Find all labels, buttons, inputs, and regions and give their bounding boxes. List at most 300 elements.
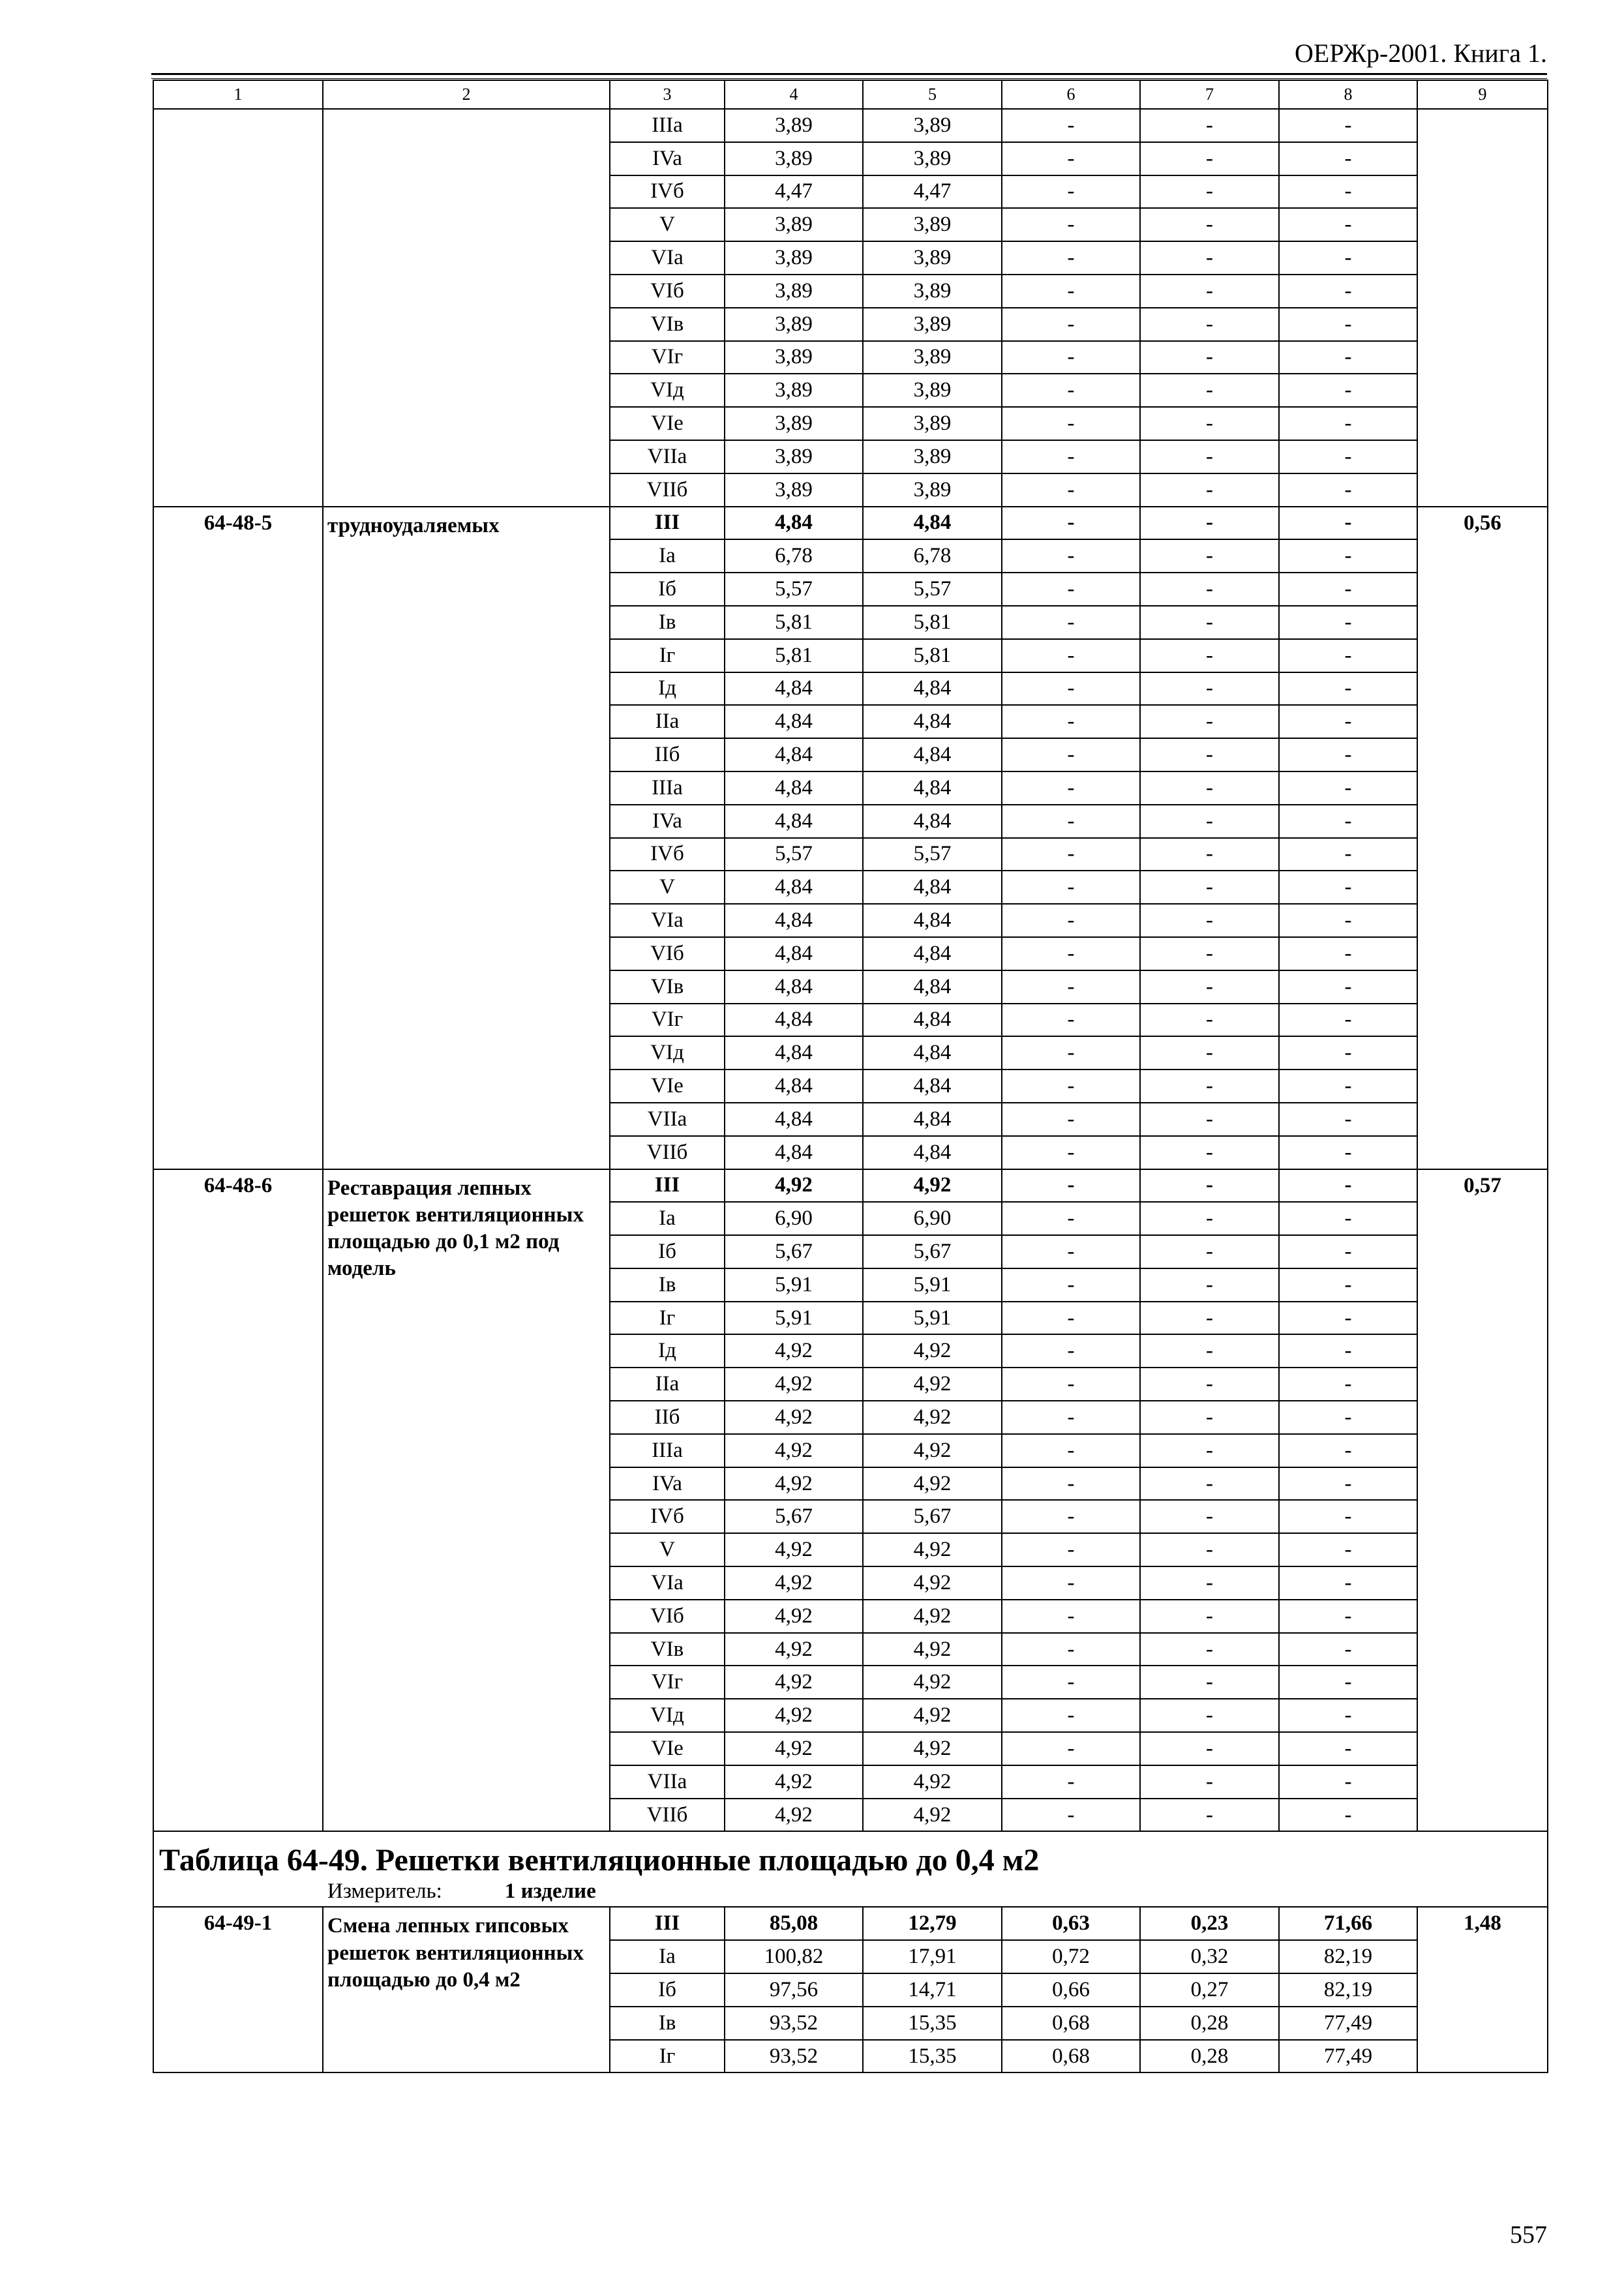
value-cell: -	[1002, 1666, 1140, 1699]
zone-cell: VIг	[610, 1004, 725, 1037]
value-cell: 4,84	[863, 507, 1002, 540]
value-cell: 3,89	[863, 407, 1002, 440]
value-cell: 4,92	[863, 1467, 1002, 1501]
value-cell: 6,90	[725, 1202, 863, 1235]
value-cell: -	[1140, 672, 1279, 706]
value-cell: 4,92	[863, 1699, 1002, 1732]
value-cell: 0,32	[1140, 1940, 1279, 1973]
value-cell: -	[1279, 175, 1417, 209]
value-cell: 4,84	[725, 805, 863, 838]
value-cell: 4,84	[725, 937, 863, 970]
value-cell: -	[1279, 1368, 1417, 1401]
value-cell: -	[1140, 507, 1279, 540]
zone-cell: Iг	[610, 639, 725, 672]
value-cell: -	[1002, 142, 1140, 175]
value-cell: -	[1140, 407, 1279, 440]
value-cell: 4,84	[725, 871, 863, 904]
value-cell: 0,28	[1140, 2007, 1279, 2040]
value-cell: -	[1279, 871, 1417, 904]
zone-cell: VIa	[610, 904, 725, 937]
value-cell: -	[1140, 1235, 1279, 1268]
value-cell: -	[1140, 1302, 1279, 1335]
value-cell: 3,89	[863, 241, 1002, 275]
zone-cell: VIe	[610, 407, 725, 440]
zone-cell: VIIa	[610, 1765, 725, 1799]
value-cell: 4,92	[725, 1633, 863, 1666]
value-cell: 5,67	[725, 1235, 863, 1268]
value-cell: 4,84	[863, 1004, 1002, 1037]
value-cell: -	[1002, 407, 1140, 440]
value-cell: -	[1279, 241, 1417, 275]
zone-cell: IIIa	[610, 771, 725, 805]
value-cell: 77,49	[1279, 2040, 1417, 2073]
value-cell: -	[1279, 440, 1417, 473]
value-cell: 3,89	[863, 473, 1002, 507]
value-cell: 4,92	[725, 1434, 863, 1467]
value-cell: -	[1279, 1302, 1417, 1335]
value-cell: -	[1140, 275, 1279, 308]
value-cell: -	[1002, 109, 1140, 142]
col9-cell	[1417, 109, 1548, 507]
value-cell: -	[1140, 109, 1279, 142]
column-number-cell: 4	[725, 80, 863, 109]
column-number-cell: 1	[153, 80, 323, 109]
value-cell: -	[1279, 308, 1417, 341]
value-cell: -	[1140, 805, 1279, 838]
value-cell: 5,91	[725, 1302, 863, 1335]
value-cell: 3,89	[725, 341, 863, 374]
value-cell: 4,92	[725, 1368, 863, 1401]
value-cell: -	[1279, 1401, 1417, 1434]
zone-cell: VIг	[610, 341, 725, 374]
zone-cell: VIд	[610, 1036, 725, 1070]
value-cell: -	[1002, 1268, 1140, 1302]
column-number-cell: 2	[323, 80, 610, 109]
value-cell: 4,84	[863, 771, 1002, 805]
table-row	[153, 1907, 1548, 1940]
value-cell: -	[1140, 1202, 1279, 1235]
value-cell: 4,84	[863, 937, 1002, 970]
value-cell: -	[1140, 539, 1279, 573]
value-cell: 4,84	[863, 970, 1002, 1004]
value-cell: -	[1279, 970, 1417, 1004]
value-cell: 4,92	[725, 1732, 863, 1765]
value-cell: 4,84	[863, 805, 1002, 838]
zone-cell: IIIa	[610, 109, 725, 142]
value-cell: -	[1002, 970, 1140, 1004]
zone-cell: VIг	[610, 1666, 725, 1699]
value-cell: -	[1279, 1004, 1417, 1037]
zone-cell: VIIб	[610, 473, 725, 507]
value-cell: 5,57	[725, 573, 863, 606]
description-cell: Реставрация лепных решеток вентиляционных площадью до 0,1 м2 под модель	[323, 1169, 610, 1832]
zone-cell: IIб	[610, 1401, 725, 1434]
value-cell: 93,52	[725, 2040, 863, 2073]
value-cell: 4,92	[863, 1633, 1002, 1666]
zone-cell: Iв	[610, 2007, 725, 2040]
value-cell: 77,49	[1279, 2007, 1417, 2040]
table-row	[153, 109, 1548, 142]
zone-cell: Iд	[610, 672, 725, 706]
value-cell: -	[1002, 1235, 1140, 1268]
value-cell: -	[1002, 1004, 1140, 1037]
zone-cell: IVa	[610, 1467, 725, 1501]
value-cell: -	[1279, 539, 1417, 573]
value-cell: -	[1140, 606, 1279, 639]
value-cell: -	[1279, 805, 1417, 838]
value-cell: -	[1140, 1136, 1279, 1169]
value-cell: 5,91	[863, 1302, 1002, 1335]
value-cell: -	[1140, 1633, 1279, 1666]
value-cell: -	[1002, 1633, 1140, 1666]
value-cell: 6,78	[863, 539, 1002, 573]
value-cell: 3,89	[863, 142, 1002, 175]
value-cell: -	[1002, 208, 1140, 241]
value-cell: -	[1140, 871, 1279, 904]
table-row	[153, 507, 1548, 540]
value-cell: -	[1279, 937, 1417, 970]
value-cell: 4,92	[725, 1600, 863, 1633]
col9-cell: 0,56	[1417, 507, 1548, 1169]
zone-cell: IVб	[610, 175, 725, 209]
zone-cell: Iв	[610, 1268, 725, 1302]
value-cell: 4,84	[863, 1136, 1002, 1169]
value-cell: 5,91	[725, 1268, 863, 1302]
value-cell: -	[1002, 871, 1140, 904]
value-cell: -	[1140, 573, 1279, 606]
zone-cell: Iб	[610, 1973, 725, 2007]
value-cell: 3,89	[863, 341, 1002, 374]
unit-label: Измеритель:	[327, 1879, 442, 1903]
value-cell: -	[1140, 142, 1279, 175]
code-cell: 64-48-6	[153, 1169, 323, 1832]
value-cell: -	[1140, 1765, 1279, 1799]
zone-cell: V	[610, 871, 725, 904]
value-cell: -	[1140, 904, 1279, 937]
value-cell: 3,89	[863, 308, 1002, 341]
value-cell: -	[1140, 374, 1279, 407]
value-cell: 3,89	[725, 407, 863, 440]
value-cell: -	[1140, 1699, 1279, 1732]
zone-cell: VIe	[610, 1070, 725, 1103]
value-cell: 0,28	[1140, 2040, 1279, 2073]
value-cell: -	[1279, 1699, 1417, 1732]
value-cell: -	[1140, 738, 1279, 771]
value-cell: -	[1279, 1765, 1417, 1799]
value-cell: -	[1279, 573, 1417, 606]
table-row	[153, 1169, 1548, 1203]
zone-cell: VIIa	[610, 1103, 725, 1136]
value-cell: -	[1002, 1302, 1140, 1335]
value-cell: -	[1002, 275, 1140, 308]
section-title-row	[153, 1831, 1548, 1876]
value-cell: 0,68	[1002, 2040, 1140, 2073]
value-cell: 4,84	[863, 1036, 1002, 1070]
value-cell: -	[1140, 175, 1279, 209]
zone-cell: VIб	[610, 1600, 725, 1633]
zone-cell: Ia	[610, 539, 725, 573]
value-cell: -	[1279, 341, 1417, 374]
column-number-cell: 9	[1417, 80, 1548, 109]
value-cell: -	[1002, 1169, 1140, 1203]
value-cell: 4,84	[863, 672, 1002, 706]
value-cell: -	[1279, 672, 1417, 706]
value-cell: 4,92	[863, 1334, 1002, 1368]
value-cell: -	[1279, 1136, 1417, 1169]
value-cell: 5,57	[725, 838, 863, 871]
value-cell: -	[1140, 1268, 1279, 1302]
value-cell: -	[1140, 1368, 1279, 1401]
value-cell: 0,27	[1140, 1973, 1279, 2007]
code-cell	[153, 109, 323, 507]
value-cell: 5,81	[725, 606, 863, 639]
column-number-cell: 6	[1002, 80, 1140, 109]
value-cell: -	[1140, 838, 1279, 871]
document-header-title: ОЕРЖр-2001. Книга 1.	[1295, 38, 1547, 68]
zone-cell: VIa	[610, 1566, 725, 1600]
value-cell: 4,84	[725, 672, 863, 706]
value-cell: 4,84	[863, 1070, 1002, 1103]
value-cell: -	[1279, 1434, 1417, 1467]
value-cell: 14,71	[863, 1973, 1002, 2007]
description-cell: трудноудаляемых	[323, 507, 610, 1169]
value-cell: -	[1002, 738, 1140, 771]
value-cell: -	[1140, 1401, 1279, 1434]
value-cell: 5,81	[863, 639, 1002, 672]
col9-cell: 1,48	[1417, 1907, 1548, 2072]
value-cell: 15,35	[863, 2040, 1002, 2073]
value-cell: -	[1279, 606, 1417, 639]
zone-cell: Iб	[610, 573, 725, 606]
value-cell: 4,92	[725, 1533, 863, 1566]
value-cell: 4,92	[725, 1401, 863, 1434]
value-cell: 4,84	[725, 1136, 863, 1169]
value-cell: 4,92	[725, 1799, 863, 1832]
value-cell: -	[1002, 639, 1140, 672]
header-rule-thick	[151, 73, 1547, 75]
value-cell: 82,19	[1279, 1940, 1417, 1973]
value-cell: 3,89	[725, 275, 863, 308]
value-cell: 4,92	[863, 1666, 1002, 1699]
value-cell: 0,72	[1002, 1940, 1140, 1973]
value-cell: 93,52	[725, 2007, 863, 2040]
zone-cell: IIIa	[610, 1434, 725, 1467]
value-cell: -	[1279, 639, 1417, 672]
value-cell: -	[1279, 1202, 1417, 1235]
zone-cell: Iв	[610, 606, 725, 639]
value-cell: -	[1140, 937, 1279, 970]
value-cell: 0,66	[1002, 1973, 1140, 2007]
value-cell: -	[1140, 1334, 1279, 1368]
value-cell: 4,92	[863, 1434, 1002, 1467]
zone-cell: III	[610, 1169, 725, 1203]
column-number-row	[153, 80, 1548, 109]
value-cell: -	[1002, 1434, 1140, 1467]
zone-cell: VIa	[610, 241, 725, 275]
value-cell: -	[1002, 1699, 1140, 1732]
value-cell: -	[1279, 1103, 1417, 1136]
value-cell: 3,89	[863, 109, 1002, 142]
zone-cell: III	[610, 507, 725, 540]
value-cell: -	[1002, 771, 1140, 805]
zone-cell: VIIб	[610, 1799, 725, 1832]
value-cell: 0,23	[1140, 1907, 1279, 1940]
value-cell: 82,19	[1279, 1973, 1417, 2007]
value-cell: -	[1279, 1500, 1417, 1533]
value-cell: -	[1279, 374, 1417, 407]
value-cell: -	[1002, 1036, 1140, 1070]
value-cell: 3,89	[725, 142, 863, 175]
value-cell: 71,66	[1279, 1907, 1417, 1940]
value-cell: -	[1279, 1799, 1417, 1832]
value-cell: -	[1140, 241, 1279, 275]
value-cell: 4,84	[863, 738, 1002, 771]
value-cell: -	[1140, 1434, 1279, 1467]
value-cell: 3,89	[725, 308, 863, 341]
value-cell: 4,47	[863, 175, 1002, 209]
value-cell: 5,81	[863, 606, 1002, 639]
value-cell: -	[1140, 1070, 1279, 1103]
value-cell: 4,92	[725, 1169, 863, 1203]
value-cell: 4,84	[863, 871, 1002, 904]
value-cell: -	[1002, 341, 1140, 374]
value-cell: -	[1002, 1533, 1140, 1566]
value-cell: -	[1140, 208, 1279, 241]
value-cell: -	[1002, 573, 1140, 606]
value-cell: -	[1279, 407, 1417, 440]
value-cell: 4,84	[725, 1036, 863, 1070]
column-number-cell: 3	[610, 80, 725, 109]
value-cell: 4,84	[725, 1004, 863, 1037]
value-cell: -	[1279, 771, 1417, 805]
value-cell: -	[1140, 1500, 1279, 1533]
value-cell: 3,89	[863, 374, 1002, 407]
value-cell: -	[1002, 904, 1140, 937]
zone-cell: VIб	[610, 937, 725, 970]
column-number-cell: 7	[1140, 80, 1279, 109]
description-cell	[323, 109, 610, 507]
unit-cell	[153, 1876, 1548, 1907]
value-cell: 12,79	[863, 1907, 1002, 1940]
zone-cell: IIa	[610, 1368, 725, 1401]
value-cell: 4,84	[863, 1103, 1002, 1136]
value-cell: -	[1140, 771, 1279, 805]
value-cell: -	[1002, 1070, 1140, 1103]
zone-cell: III	[610, 1907, 725, 1940]
value-cell: 4,84	[725, 970, 863, 1004]
value-cell: 4,92	[863, 1732, 1002, 1765]
zone-cell: VIIa	[610, 440, 725, 473]
value-cell: 4,92	[725, 1699, 863, 1732]
zone-cell: Iб	[610, 1235, 725, 1268]
description-cell: Смена лепных гипсовых решеток вентиляционных площадью до 0,4 м2	[323, 1907, 610, 2072]
value-cell: -	[1002, 507, 1140, 540]
value-cell: -	[1002, 705, 1140, 738]
value-cell: -	[1279, 1633, 1417, 1666]
zone-cell: VIв	[610, 1633, 725, 1666]
value-cell: 4,92	[863, 1368, 1002, 1401]
value-cell: -	[1140, 1467, 1279, 1501]
value-cell: -	[1140, 1103, 1279, 1136]
value-cell: 4,84	[725, 507, 863, 540]
zone-cell: VIIб	[610, 1136, 725, 1169]
value-cell: -	[1140, 1666, 1279, 1699]
value-cell: -	[1279, 1070, 1417, 1103]
value-cell: 4,84	[863, 904, 1002, 937]
value-cell: -	[1279, 1268, 1417, 1302]
value-cell: -	[1002, 473, 1140, 507]
code-cell: 64-48-5	[153, 507, 323, 1169]
col9-cell: 0,57	[1417, 1169, 1548, 1832]
zone-cell: IVa	[610, 805, 725, 838]
value-cell: 5,81	[725, 639, 863, 672]
value-cell: -	[1002, 1202, 1140, 1235]
value-cell: -	[1279, 1334, 1417, 1368]
value-cell: 3,89	[863, 275, 1002, 308]
value-cell: 4,84	[725, 904, 863, 937]
value-cell: -	[1140, 705, 1279, 738]
value-cell: -	[1002, 1334, 1140, 1368]
column-number-cell: 8	[1279, 80, 1417, 109]
zone-cell: V	[610, 208, 725, 241]
value-cell: -	[1140, 1169, 1279, 1203]
value-cell: 4,92	[725, 1765, 863, 1799]
value-cell: -	[1279, 1600, 1417, 1633]
value-cell: 4,84	[863, 705, 1002, 738]
zone-cell: IIa	[610, 705, 725, 738]
value-cell: -	[1002, 1600, 1140, 1633]
value-cell: 3,89	[725, 440, 863, 473]
value-cell: -	[1002, 1500, 1140, 1533]
value-cell: 5,67	[725, 1500, 863, 1533]
value-cell: -	[1140, 1799, 1279, 1832]
value-cell: 85,08	[725, 1907, 863, 1940]
value-cell: 3,89	[725, 374, 863, 407]
zone-cell: VIд	[610, 1699, 725, 1732]
value-cell: -	[1279, 1666, 1417, 1699]
value-cell: -	[1002, 1401, 1140, 1434]
value-cell: -	[1140, 970, 1279, 1004]
code-cell: 64-49-1	[153, 1907, 323, 2072]
value-cell: 4,84	[725, 771, 863, 805]
value-cell: -	[1140, 1600, 1279, 1633]
value-cell: -	[1002, 1765, 1140, 1799]
value-cell: 4,84	[725, 1070, 863, 1103]
zone-cell: Ia	[610, 1202, 725, 1235]
value-cell: -	[1279, 275, 1417, 308]
value-cell: -	[1140, 308, 1279, 341]
value-cell: -	[1279, 109, 1417, 142]
value-cell: -	[1002, 805, 1140, 838]
value-cell: -	[1279, 142, 1417, 175]
zone-cell: VIв	[610, 970, 725, 1004]
value-cell: -	[1279, 738, 1417, 771]
value-cell: -	[1002, 308, 1140, 341]
value-cell: -	[1002, 1732, 1140, 1765]
value-cell: -	[1002, 1566, 1140, 1600]
zone-cell: Iг	[610, 1302, 725, 1335]
zone-cell: VIб	[610, 275, 725, 308]
value-cell: 4,84	[725, 705, 863, 738]
zone-cell: V	[610, 1533, 725, 1566]
value-cell: -	[1002, 1103, 1140, 1136]
value-cell: 4,92	[725, 1467, 863, 1501]
value-cell: -	[1002, 241, 1140, 275]
column-number-cell: 5	[863, 80, 1002, 109]
value-cell: 4,92	[863, 1566, 1002, 1600]
value-cell: 3,89	[863, 208, 1002, 241]
value-cell: 4,92	[725, 1666, 863, 1699]
